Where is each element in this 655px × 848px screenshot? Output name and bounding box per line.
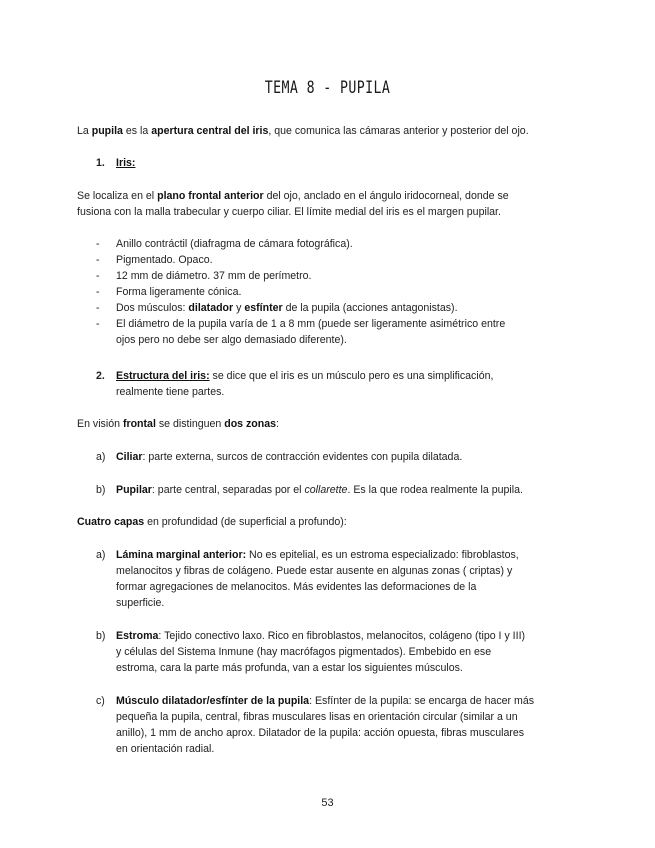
list-item: Pigmentado. Opaco. bbox=[116, 254, 213, 266]
capas-paragraph: Cuatro capas en profundidad (de superficial a profundo): bbox=[77, 516, 347, 528]
list-item: 12 mm de diámetro. 37 mm de perímetro. bbox=[116, 270, 312, 282]
intro-paragraph: La pupila es la apertura central del iris, que comunica las cámaras anterior y posterior del ojo. bbox=[77, 125, 529, 137]
page-number: 53 bbox=[321, 797, 334, 809]
list-item: Pupilar: parte central, separadas por el collarette. Es la que rodea realmente la pupila. bbox=[116, 484, 523, 496]
section-2-label: Estructura del iris: bbox=[116, 370, 210, 382]
section-1-label: Iris: bbox=[116, 157, 136, 169]
document-page: TEMA 8 - PUPILA La pupila es la apertura central del iris, que comunica las cámaras anterior y posterior del ojo. 1. Iris: Se localiza en el plano frontal anterior del ojo, anclado en el ángulo iridocorneal, donde se fusiona con la malla trabecular y cuerpo ciliar. El límite medial del iris es el margen pupilar. - Anillo contráctil (diafragma de cámara fotográfica). - Pigmentado. Opaco. - 12 mm de diámetro. 37 mm de perímetro. - Forma ligeramente cónica. - Dos músculos: dilatador y esfínter de la pupila (acciones antagonistas). - El diámetro de la pupila varía de 1 a 8 mm (puede ser ligeramente asimétrico entre ojos pero no debe ser algo demasiado diferente). 2. Estructura del iris: se dice que el iris es un músculo pero es una simplificación, realmente tiene partes. En visión frontal se distinguen dos zonas: a) Ciliar: parte externa, surcos de contracción evidentes con pupila dilatada. b) Pupilar: parte central, separadas por el collarette. Es la que rodea realmente la pupila. Cuatro capas en profundidad (de superficial a profundo): a) Lámina marginal anterior: No es epitelial, es un estroma especializado: fibroblastos, melanocitos y fibras de colágeno. Puede estar ausente en algunas zonas ( criptas) y formar agregaciones de melanocitos. Más evidentes las deformaciones de la superficie. b) Estroma: Tejido conectivo laxo. Rico en fibroblastos, melanocitos, colágeno (tipo I y III) y células del Sistema Inmune (hay macrófagos pigmentados). Embebido en ese estroma, cara la parte más profunda, van a estar los siguientes músculos. c) Músculo dilatador/esfínter de la pupila: Esfínter de la pupila: se encarga de hacer más pequeña la pupila, central, fibras musculares lisas en orientación circular (similar a un anillo), 1 mm de ancho aprox. Dilatador de la pupila: acción opuesta, fibras musculares en orientación radial. 53 bbox=[0, 0, 655, 848]
list-item: Forma ligeramente cónica. bbox=[116, 286, 242, 298]
list-item: Ciliar: parte externa, surcos de contracción evidentes con pupila dilatada. bbox=[116, 451, 463, 463]
list-item: Anillo contráctil (diafragma de cámara fotográfica). bbox=[116, 238, 353, 250]
list-item: Lámina marginal anterior: No es epitelial, es un estroma especializado: fibroblastos, bbox=[116, 549, 519, 561]
page-title: TEMA 8 - PUPILA bbox=[264, 78, 391, 98]
list-item: El diámetro de la pupila varía de 1 a 8 mm (puede ser ligeramente asimétrico entre bbox=[116, 318, 506, 330]
list-item: Músculo dilatador/esfínter de la pupila: Esfínter de la pupila: se encarga de hacer más bbox=[116, 695, 535, 707]
vision-paragraph: En visión frontal se distinguen dos zonas: bbox=[77, 418, 279, 430]
list-item: Estroma: Tejido conectivo laxo. Rico en fibroblastos, melanocitos, colágeno (tipo I y III) bbox=[116, 630, 526, 642]
list-item: Dos músculos: dilatador y esfínter de la pupila (acciones antagonistas). bbox=[116, 302, 458, 314]
